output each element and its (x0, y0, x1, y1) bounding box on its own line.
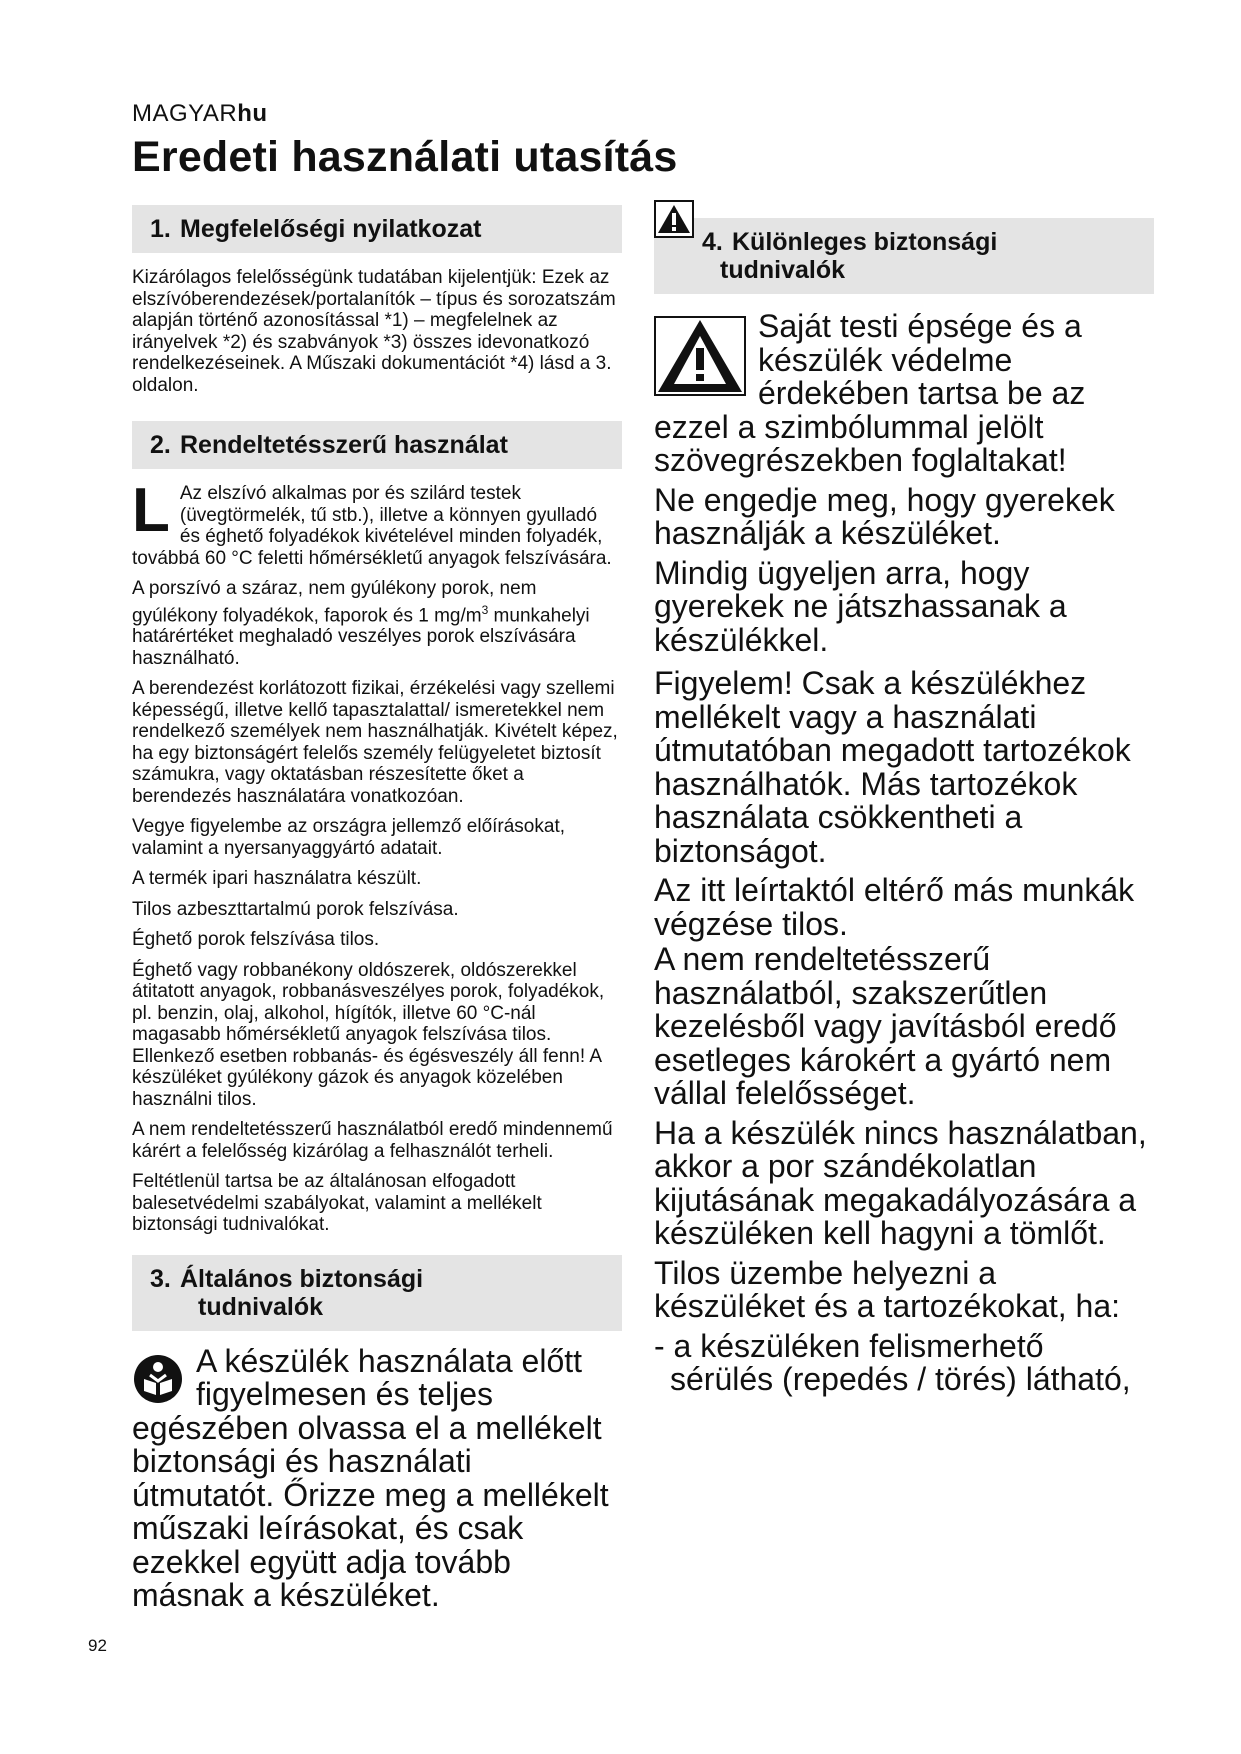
section-2-paragraph: A nem rendeltetésszerű használatból eredő mindennemű kárért a felelősség kizárólag a felhasználót terheli. (132, 1119, 613, 1162)
section-3-heading: 3. Általános biztonsági tudnivalók (132, 1255, 622, 1331)
section-4-paragraph: Ne engedje meg, hogy gyerekek használják a készüléket. (654, 481, 1115, 551)
section-2-paragraph: Éghető vagy robbanékony oldószerek, oldószerekkel átitatott anyagok, robbanásveszélyes porok, folyadékok, pl. benzin, olaj, alkohol, hígítók, illetve 60 °C-nál magasabb hőmérsékletű anyagok felszívása tilos. Ellenkező esetben robbanás- és égésveszély áll fenn! A készüléket gyúlékony gázok és anyagok közelében használni tilos. (132, 959, 605, 1110)
page-number: 92 (88, 1636, 107, 1655)
l-class-dust-icon: L (132, 476, 170, 545)
section-1-heading: 1. Megfelelőségi nyilatkozat (132, 205, 622, 253)
section-1-text: Kizárólagos felelősségünk tudatában kijelentjük: Ezek az elszívóberendezések/portalanítók – típus és sorozatszám alapján történő azonosítással *1) – megfelelnek az irányelvek *2) és szabványok *3) összes idevonatkozó rendelkezéseinek. A Műszaki dokumentációt *4) lásd a 3. oldalon. (132, 267, 616, 396)
section-2-dust-paragraph: A porszívó a száraz, nem gyúlékony porok, nem gyúlékony folyadékok, faporok és 1 $mg/m^3$ munkahelyi határértéket meghaladó veszélyes porok elszívására használható. (132, 578, 590, 669)
warning-icon (654, 316, 746, 403)
section-3-text: A készülék használata előtt figyelmesen és teljes egészében olvassa el a mellékelt biztonsági és használati útmutatót. Őrizze meg a mellékelt műszaki leírásokat, és csak ezekkel együtt adja tovább másnak a készüléket. (132, 1342, 609, 1614)
section-4-paragraph: A nem rendeltetésszerű használatból, szakszerűtlen kezelésből vagy javításból eredő esetleges károkért a gyártó nem vállal felelősséget. (654, 941, 1117, 1111)
section-2-paragraph: A termék ipari használatra készült. (132, 868, 422, 890)
section-4-list-item: - a készüléken felismerhető sérülés (repedés / törés) látható, (654, 1327, 1131, 1397)
section-2-intro: L Az elszívó alkalmas por és szilárd testek (üvegtörmelék, tű stb.), illetve a könnyen gyulladó és éghető folyadékok kivételével minden folyadék, továbbá 60 °C feletti hőmérsékletű anyagok felszívására. (132, 476, 612, 569)
section-2-paragraph: Tilos azbeszttartalmú porok felszívása. (132, 898, 459, 920)
section-2-paragraph: A berendezést korlátozott fizikai, érzékelési vagy szellemi képességű, illetve kellő tapasztalattal/ ismeretekkel nem rendelkező személyek nem használhatják. Kivételt képez, ha egy biztonságért felelős személy felügyeletet biztosít számukra, vagy oktatásban részesítette őket a berendezés használatára vonatkozóan. (132, 678, 618, 807)
left-column (132, 205, 622, 1615)
read-manual-icon (132, 1353, 184, 1412)
section-2-heading: 2. Rendeltetésszerű használat (132, 421, 622, 469)
section-4-paragraph: Mindig ügyeljen arra, hogy gyerekek ne játszhassanak a készülékkel. (654, 554, 1067, 658)
warning-icon (654, 200, 694, 245)
page-title: Eredeti használati utasítás (132, 133, 678, 181)
section-4-paragraph: Az itt leírtaktól eltérő más munkák végzése tilos. (654, 872, 1135, 942)
section-2-paragraph: Feltétlenül tartsa be az általánosan elfogadott balesetvédelmi szabályokat, valamint a mellékelt biztonsági tudnivalókat. (132, 1171, 542, 1236)
section-4-warning-text: Saját testi épsége és a készülék védelme érdekében tartsa be az ezzel a szimbólummal jelölt szövegrészekben foglaltakat! (654, 308, 1086, 478)
section-4-paragraph: Tilos üzembe helyezni a készüléket és a tartozékokat, ha: (654, 1254, 1121, 1324)
language-label: MAGYARhu (132, 100, 268, 127)
section-2-paragraph: Éghető porok felszívása tilos. (132, 929, 380, 951)
right-column (654, 196, 1154, 1399)
section-4-heading: 4. Különleges biztonsági tudnivalók (654, 218, 1154, 294)
section-2-paragraph: Vegye figyelembe az országra jellemző előírásokat, valamint a nyersanyaggyártó adatait. (132, 816, 566, 859)
section-4-paragraph: Ha a készülék nincs használatban, akkor a por szándékolatlan kijutásának megakadályozására a készüléken kell hagyni a tömlőt. (654, 1114, 1147, 1251)
section-4-paragraph: Figyelem! Csak a készülékhez mellékelt vagy a használati útmutatóban megadott tartozékok használhatók. Más tartozékok használata csökkentheti a biztonságot. (654, 665, 1131, 869)
